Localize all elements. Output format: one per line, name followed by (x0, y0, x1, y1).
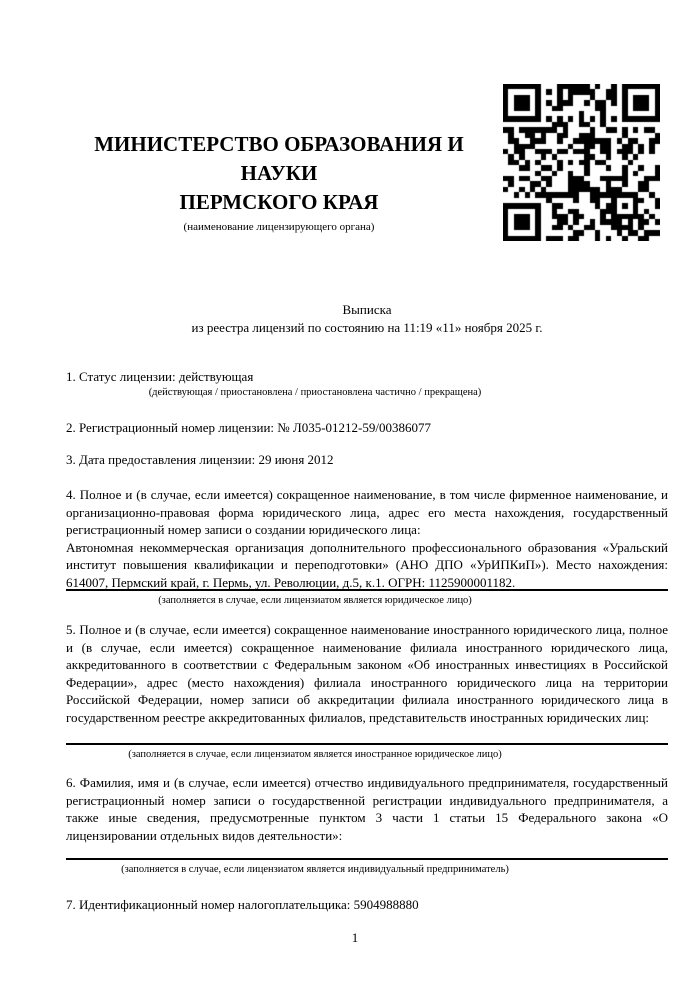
item-text: 7. Идентификационный номер налогоплательщика: 5904988880 (66, 897, 419, 912)
item-text: 6. Фамилия, имя и (в случае, если имеется) отчество индивидуального предпринимателя, государственный регистрационный номер записи о государственной регистрации индивидуального предпринимателя, а также иные сведения, предусмотренные пунктом 3 части 1 статьи 15 Федерального закона «О лицензировании отдельных видов деятельности»: (66, 775, 668, 843)
item-text: 2. Регистрационный номер лицензии: № Л035-01212-59/00386077 (66, 420, 432, 435)
fill-in-rule (66, 858, 668, 860)
item-caption: (заполняется в случае, если лицензиатом является индивидуальный предприниматель) (121, 864, 509, 875)
qr-code-icon (503, 84, 660, 241)
title-line2: из реестра лицензий по состоянию на 11:19 «11» ноября 2025 г. (191, 319, 543, 335)
item-text: 3. Дата предоставления лицензии: 29 июня 2012 (66, 452, 334, 467)
ministry-name-line1: МИНИСТЕРСТВО ОБРАЗОВАНИЯ И НАУКИ (94, 132, 464, 185)
item-text: 4. Полное и (в случае, если имеется) сокращенное наименование, в том числе фирменное наименование, и организационно-правовая форма юридического лица, адрес его места нахождения, государственный регистрационный номер записи о создании юридического лица: (66, 487, 668, 537)
item-taxpayer-number (66, 896, 668, 914)
item-registration-number (66, 419, 668, 437)
item-caption: (заполняется в случае, если лицензиатом является юридическое лицо) (158, 595, 472, 606)
document-title (66, 301, 668, 336)
licensing-authority-caption: (наименование лицензирующего органа) (183, 221, 375, 233)
page-number: 1 (351, 930, 359, 945)
item-foreign-entity (66, 621, 668, 762)
title-line1: Выписка (342, 302, 392, 317)
item-caption: (действующая / приостановлена / приостановлена частично / прекращена) (148, 386, 482, 398)
item-legal-entity (66, 486, 668, 608)
item-license-status (66, 368, 668, 399)
ministry-name-line2: ПЕРМСКОГО КРАЯ (179, 190, 379, 214)
item-text: 5. Полное и (в случае, если имеется) сокращенное наименование иностранного юридического лица, полное и (в случае, если имеется) сокращенное наименование филиала иностранного юридического лица, аккредитованного в соответствии с Федеральным законом «Об иностранных инвестициях в Российской Федерации», адрес (место нахождения) филиала иностранного юридического лица на территории Российской Федерации, номер записи об аккредитации филиала иностранного юридического лица в государственном реестре аккредитованных филиалов, представительств иностранных юридических лиц: (66, 622, 668, 725)
item-caption: (заполняется в случае, если лицензиатом является иностранное юридическое лицо) (128, 749, 502, 760)
item-license-date (66, 451, 668, 469)
item-value: Автономная некоммерческая организация дополнительного профессионального образования «Уральский институт повышения квалификации и переподготовки» (АНО ДПО «УрИПКиП»). Место нахождения: 614007, Пермский край, г. Пермь, ул. Революции, д.5, к.1. ОГРН: 1125900001182. (66, 539, 668, 590)
item-individual-entrepreneur (66, 774, 668, 877)
ministry-header (66, 130, 492, 234)
item-text: 1. Статус лицензии: действующая (66, 369, 254, 384)
fill-in-rule (66, 743, 668, 745)
